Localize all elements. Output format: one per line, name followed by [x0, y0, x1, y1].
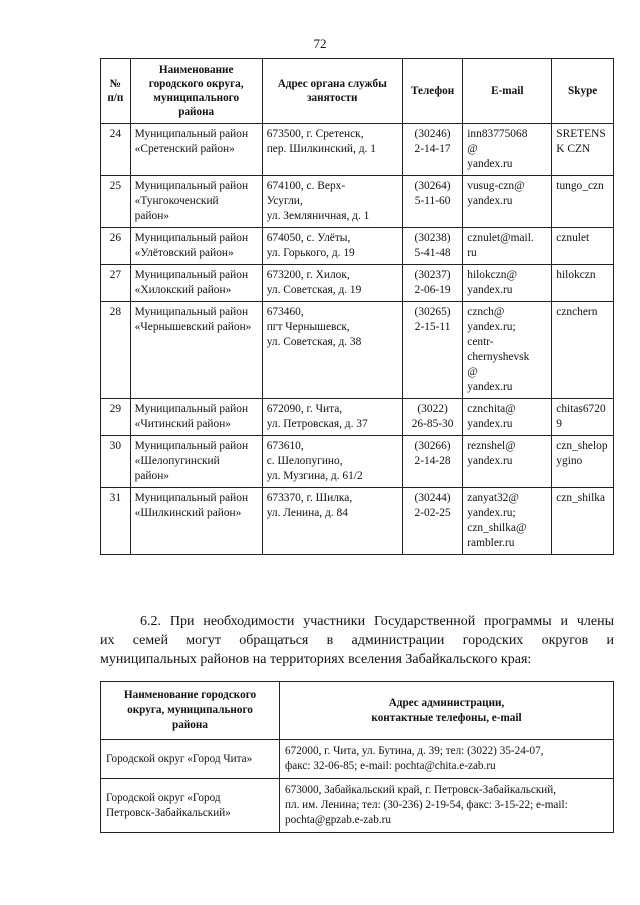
- cell-line: yandex.ru: [467, 195, 513, 207]
- service-address: [262, 265, 402, 302]
- service-address: [262, 176, 402, 228]
- table-row: [101, 228, 614, 265]
- row-number: 31: [101, 488, 131, 555]
- paragraph-line: муниципальных районов на территориях вселения Забайкальского края:: [100, 652, 532, 667]
- cell-line: 673200, г. Хилок,: [266, 269, 350, 281]
- district-name: [130, 436, 262, 488]
- header-num: [101, 59, 131, 124]
- cell-line: (3022): [417, 403, 448, 415]
- service-phone: [402, 488, 462, 555]
- service-phone: [402, 265, 462, 302]
- row-number: 26: [101, 228, 131, 265]
- cell-line: «Шилкинский район»: [134, 507, 242, 519]
- cell-line: ул. Советская, д. 38: [266, 336, 362, 348]
- service-phone: [402, 124, 462, 176]
- cell-line: 2-14-28: [414, 455, 451, 467]
- cell-line: «Хилокский район»: [134, 284, 232, 296]
- district-name: [130, 399, 262, 436]
- table-header-row: [101, 682, 614, 740]
- employment-services-table: [100, 58, 614, 555]
- cell-line: (30264): [414, 180, 451, 192]
- service-phone: [402, 302, 462, 399]
- service-address: [262, 488, 402, 555]
- page-number: 72: [313, 36, 327, 51]
- cell-line: 672000, г. Чита, ул. Бутина, д. 39; тел: (3022) 35-24-07,: [285, 745, 544, 757]
- service-skype: [552, 399, 614, 436]
- cell-line: 5-41-48: [414, 247, 451, 259]
- district-name: [130, 265, 262, 302]
- table-row: [101, 302, 614, 399]
- cell-line: 2-06-19: [414, 284, 451, 296]
- header-line: п/п: [107, 92, 124, 104]
- administration-name: [101, 779, 280, 833]
- cell-line: reznshel@: [467, 440, 516, 452]
- cell-line: 2-14-17: [414, 143, 451, 155]
- header-line: муниципального: [153, 92, 240, 104]
- row-number: 28: [101, 302, 131, 399]
- cell-line: «Улётовский район»: [134, 247, 234, 259]
- cell-line: Усугли,: [266, 195, 303, 207]
- cell-line: Муниципальный район: [134, 232, 249, 244]
- cell-line: Муниципальный район: [134, 128, 249, 140]
- cell-line: chernyshevsk: [467, 351, 530, 363]
- cell-line: Муниципальный район: [134, 180, 249, 192]
- header-line: района: [172, 719, 208, 731]
- cell-line: cznchern: [556, 306, 598, 318]
- cell-line: ru: [467, 247, 477, 259]
- administration-name: [101, 740, 280, 779]
- cell-line: tungo_czn: [556, 180, 604, 192]
- header-line: района: [178, 106, 215, 118]
- cell-line: 5-11-60: [414, 195, 451, 207]
- service-skype: [552, 228, 614, 265]
- row-number: 24: [101, 124, 131, 176]
- table-row: [101, 488, 614, 555]
- cell-line: hilokczn: [556, 269, 596, 281]
- cell-line: район»: [134, 470, 170, 482]
- cell-line: (30237): [414, 269, 451, 281]
- cell-line: Муниципальный район: [134, 440, 249, 452]
- district-name: [130, 302, 262, 399]
- cell-line: rambler.ru: [467, 537, 515, 549]
- service-address: [262, 124, 402, 176]
- cell-line: czn_shilka: [556, 492, 606, 504]
- cell-line: пл. им. Ленина; тел: (30-236) 2-19-54, факс: 3-15-22; e-mail:: [285, 799, 568, 811]
- header-line: контактные телефоны, e-mail: [371, 711, 522, 724]
- cell-line: czn_shilka@: [467, 522, 527, 534]
- header-name: [130, 59, 262, 124]
- cell-line: Городской округ «Город Чита»: [106, 752, 253, 765]
- cell-line: Городской округ «Город: [106, 791, 221, 804]
- service-email: [463, 265, 552, 302]
- cell-line: ул. Земляничная, д. 1: [266, 210, 370, 222]
- service-email: [463, 399, 552, 436]
- table-body: [101, 124, 614, 555]
- cell-line: 673000, Забайкальский край, г. Петровск-Забайкальский,: [285, 784, 557, 796]
- service-skype: [552, 302, 614, 399]
- service-address: [262, 302, 402, 399]
- cell-line: cznulet: [556, 232, 590, 244]
- cell-line: cznch@: [467, 306, 505, 318]
- service-address: [262, 436, 402, 488]
- header-line: Адрес органа службы: [277, 78, 387, 90]
- table-row: [101, 436, 614, 488]
- cell-line: cznulet@mail.: [467, 232, 534, 244]
- cell-line: cznchita@: [467, 403, 516, 415]
- header-line: Адрес администрации,: [388, 696, 505, 709]
- cell-line: inn83775068: [467, 128, 528, 140]
- table-row: [101, 124, 614, 176]
- cell-line: K CZN: [556, 143, 591, 155]
- cell-line: Муниципальный район: [134, 492, 249, 504]
- service-email: [463, 176, 552, 228]
- table-row: [101, 740, 614, 779]
- cell-line: yandex.ru: [467, 418, 513, 430]
- cell-line: pochta@gpzab.e-zab.ru: [285, 814, 391, 826]
- administration-contacts: [280, 740, 614, 779]
- cell-line: 9: [556, 418, 562, 430]
- cell-line: ул. Горького, д. 19: [266, 247, 355, 259]
- service-address: [262, 228, 402, 265]
- cell-line: пер. Шилкинский, д. 1: [266, 143, 376, 155]
- cell-line: Муниципальный район: [134, 403, 249, 415]
- table-row: [101, 399, 614, 436]
- cell-line: 2-15-11: [414, 321, 451, 333]
- cell-line: yandex.ru: [467, 381, 513, 393]
- cell-line: «Шелопугинский: [134, 455, 220, 467]
- table-row: [101, 176, 614, 228]
- service-skype: [552, 265, 614, 302]
- paragraph-line: их семей могут обращаться в администрации городских округов и: [100, 633, 614, 648]
- district-name: [130, 124, 262, 176]
- header-phone: Телефон: [402, 59, 462, 124]
- service-email: [463, 124, 552, 176]
- service-phone: [402, 436, 462, 488]
- row-number: 25: [101, 176, 131, 228]
- cell-line: Муниципальный район: [134, 269, 249, 281]
- cell-line: yandex.ru: [467, 284, 513, 296]
- administration-contacts: [280, 779, 614, 833]
- cell-line: (30246): [414, 128, 451, 140]
- header-line: занятости: [307, 92, 358, 104]
- table-body: [101, 740, 614, 833]
- cell-line: @: [467, 143, 478, 155]
- header-email: E-mail: [463, 59, 552, 124]
- cell-line: с. Шелопугино,: [266, 455, 343, 467]
- cell-line: centr-: [467, 336, 494, 348]
- cell-line: 672090, г. Чита,: [266, 403, 343, 415]
- header-line: городского округа,: [148, 78, 244, 90]
- cell-line: chitas6720: [556, 403, 606, 415]
- service-email: [463, 228, 552, 265]
- cell-line: 26-85-30: [411, 418, 454, 430]
- header-skype: Skype: [552, 59, 614, 124]
- service-skype: [552, 436, 614, 488]
- header-line: №: [109, 78, 121, 90]
- row-number: 29: [101, 399, 131, 436]
- cell-line: Муниципальный район: [134, 306, 249, 318]
- cell-line: пгт Чернышевск,: [266, 321, 350, 333]
- section-paragraph: [100, 612, 614, 669]
- cell-line: Петровск-Забайкальский»: [106, 806, 231, 819]
- cell-line: yandex.ru: [467, 455, 513, 467]
- cell-line: ygino: [556, 455, 583, 467]
- cell-line: SRETENS: [556, 128, 606, 140]
- administrations-table: [100, 681, 614, 833]
- row-number: 27: [101, 265, 131, 302]
- cell-line: ул. Ленина, д. 84: [266, 507, 348, 519]
- district-name: [130, 488, 262, 555]
- district-name: [130, 228, 262, 265]
- cell-line: (30265): [414, 306, 451, 318]
- cell-line: yandex.ru;: [467, 321, 516, 333]
- row-number: 30: [101, 436, 131, 488]
- table-row: [101, 779, 614, 833]
- service-phone: [402, 176, 462, 228]
- service-email: [463, 488, 552, 555]
- cell-line: район»: [134, 210, 170, 222]
- service-phone: [402, 228, 462, 265]
- cell-line: (30238): [414, 232, 451, 244]
- cell-line: 673610,: [266, 440, 304, 452]
- header-address: [280, 682, 614, 740]
- table-header-row: [101, 59, 614, 124]
- cell-line: факс: 32-06-85; e-mail: pochta@chita.e-zab.ru: [285, 760, 496, 772]
- cell-line: czn_shelop: [556, 440, 608, 452]
- cell-line: hilokczn@: [467, 269, 517, 281]
- cell-line: ул. Музгина, д. 61/2: [266, 470, 363, 482]
- district-name: [130, 176, 262, 228]
- cell-line: yandex.ru;: [467, 507, 516, 519]
- header-line: Наименование: [158, 64, 234, 76]
- cell-line: (30266): [414, 440, 451, 452]
- service-email: [463, 302, 552, 399]
- service-address: [262, 399, 402, 436]
- cell-line: 674050, с. Улёты,: [266, 232, 351, 244]
- cell-line: vusug-czn@: [467, 180, 525, 192]
- cell-line: (30244): [414, 492, 451, 504]
- service-skype: [552, 488, 614, 555]
- cell-line: «Чернышевский район»: [134, 321, 252, 333]
- service-email: [463, 436, 552, 488]
- cell-line: 674100, с. Верх-: [266, 180, 346, 192]
- paragraph-line: 6.2. При необходимости участники Государственной программы и члены: [140, 614, 614, 629]
- cell-line: zanyat32@: [467, 492, 519, 504]
- header-address: [262, 59, 402, 124]
- cell-line: 2-02-25: [414, 507, 451, 519]
- cell-line: «Сретенский район»: [134, 143, 235, 155]
- header-line: Наименование городского: [123, 689, 257, 701]
- cell-line: «Тунгокоченский: [134, 195, 219, 207]
- cell-line: yandex.ru: [467, 158, 513, 170]
- header-line: округа, муниципального: [127, 704, 253, 716]
- service-skype: [552, 176, 614, 228]
- header-name: [101, 682, 280, 740]
- cell-line: ул. Петровская, д. 37: [266, 418, 368, 430]
- cell-line: «Читинский район»: [134, 418, 231, 430]
- service-skype: [552, 124, 614, 176]
- cell-line: @: [467, 366, 478, 378]
- cell-line: 673460,: [266, 306, 304, 318]
- cell-line: ул. Советская, д. 19: [266, 284, 362, 296]
- table-row: [101, 265, 614, 302]
- service-phone: [402, 399, 462, 436]
- cell-line: 673370, г. Шилка,: [266, 492, 353, 504]
- cell-line: 673500, г. Сретенск,: [266, 128, 364, 140]
